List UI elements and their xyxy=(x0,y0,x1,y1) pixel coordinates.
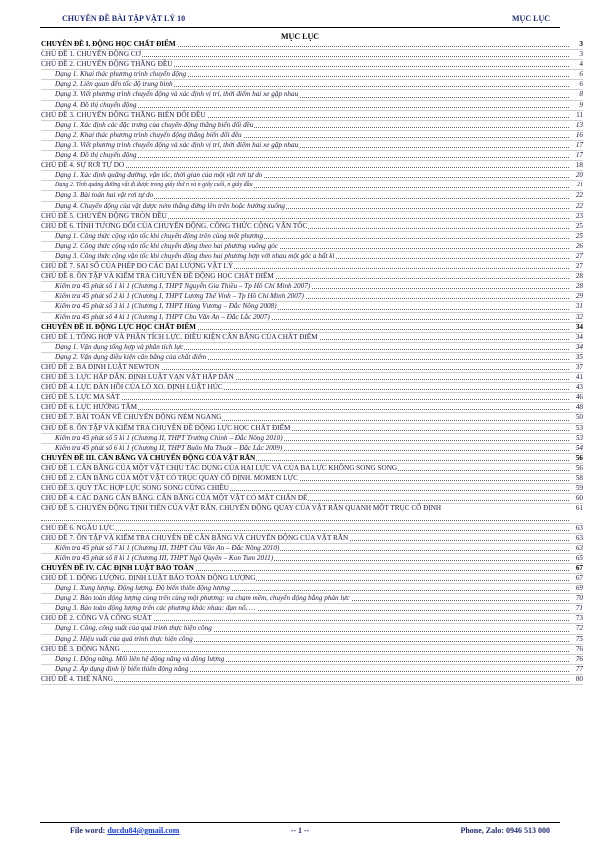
toc-entry-title: CHỦ ĐỀ 5. LỰC MA SÁT xyxy=(41,393,120,402)
toc-entry-page: 54 xyxy=(575,443,583,452)
toc-entry-title: Dạng 2. Hiệu suất của quá trình thực hiện công xyxy=(55,634,193,643)
toc-entry-title: CHỦ ĐỀ 8. ÔN TẬP VÀ KIỂM TRA CHUYÊN ĐỀ ĐỘNG HỌC CHẤT ĐIỂM xyxy=(41,272,274,281)
toc-entry[interactable] xyxy=(41,181,583,191)
toc-entry[interactable] xyxy=(41,424,583,434)
toc-entry-page: 25 xyxy=(575,231,583,240)
toc-entry[interactable] xyxy=(41,353,583,363)
toc-entry-page: 63 xyxy=(575,543,583,552)
toc-entry-title: Dạng 1. Công thức cộng vận tốc khi chuyển động trên cùng một phương xyxy=(55,231,264,240)
toc-entry-title: Dạng 3. Công thức cộng vận tốc khi chuyển động theo hai phương hợp với nhau một góc a bất kì xyxy=(55,251,335,260)
toc-entry[interactable] xyxy=(41,363,583,373)
toc-entry[interactable] xyxy=(41,635,583,645)
toc-entry-page: 22 xyxy=(575,201,583,210)
toc-entry-title: Dạng 4. Đồ thị chuyển động xyxy=(55,151,137,160)
toc-entry[interactable] xyxy=(41,212,583,222)
toc-entry-page: 63 xyxy=(575,523,583,532)
toc-entry[interactable] xyxy=(41,604,583,614)
toc-entry-page: 9 xyxy=(579,100,583,109)
toc-entry[interactable] xyxy=(41,252,583,262)
footer-contact: Phone, Zalo: 0946 513 000 xyxy=(460,826,550,835)
toc-entry[interactable] xyxy=(41,121,583,131)
toc-entry-title: Dạng 1. Vận dụng tổng hợp và phân tích lực xyxy=(55,342,184,351)
toc-entry-page: 23 xyxy=(575,211,583,220)
toc-entry-title: CHỦ ĐỀ 7. ÔN TẬP VÀ KIỂM TRA CHUYÊN ĐỀ CÂN BẰNG VÀ CHUYỂN ĐỘNG CỦA VẬT RẮN xyxy=(41,533,349,542)
toc-entry-title: CHỦ ĐỀ 3. LỰC HẤP DẪN. ĐỊNH LUẬT VẠN VẬT HẤP DẪN xyxy=(41,373,234,382)
toc-entry[interactable] xyxy=(41,383,583,393)
toc-entry-title: Dạng 1. Xác định quãng đường, vận tốc, thời gian của một vật rơi tự do xyxy=(55,171,263,180)
toc-entry[interactable] xyxy=(41,323,583,333)
toc-entry[interactable] xyxy=(41,403,583,413)
toc-entry[interactable] xyxy=(41,333,583,343)
toc-entry-page: 53 xyxy=(575,433,583,442)
toc-entry[interactable] xyxy=(41,111,583,121)
toc-entry-page: 65 xyxy=(575,553,583,562)
toc-entry[interactable] xyxy=(41,343,583,353)
toc-entry-title: Dạng 3. Bảo toàn động lượng trên các phương khác nhau: đạn nổ, … xyxy=(55,604,256,613)
toc-entry-page: 80 xyxy=(575,674,583,683)
toc-entry[interactable] xyxy=(41,373,583,383)
toc-entry-title: Dạng 2. Áp dụng định lý biến thiên động năng xyxy=(55,664,189,673)
toc-entry-page: 22 xyxy=(575,191,583,200)
toc-entry[interactable] xyxy=(41,393,583,403)
toc-entry-page: 27 xyxy=(575,262,583,271)
toc-entry-title: CHỦ ĐỀ 2. CHUYỂN ĐỘNG THẲNG ĐỀU xyxy=(41,60,173,69)
toc-entry-title: Dạng 2. Vận dụng điều kiện cân bằng của chất điểm xyxy=(55,352,207,361)
toc-entry-title: Dạng 1. Công, công suất của quá trình thực hiện công xyxy=(55,624,212,633)
toc-entry-title: CHỦ ĐỀ 3. CHUYỂN ĐỘNG THẲNG BIẾN ĐỔI ĐỀU xyxy=(41,110,206,119)
toc-entry-title: Dạng 3. Viết phương trình chuyển động và xác định vị trí, thời điểm hai xe gặp nhau xyxy=(55,140,299,149)
toc-entry-title: Kiểm tra 45 phút số 2 kì 1 (Chương I, THPT Lương Thế Vinh – Tp Hồ Chí Minh 2007) xyxy=(55,292,304,301)
toc-entry-title: Dạng 2. Liên quan đến tốc độ trung bình xyxy=(55,80,173,89)
toc-entry[interactable] xyxy=(41,434,583,444)
toc-leader-dots xyxy=(41,530,569,531)
toc-entry[interactable] xyxy=(41,534,583,544)
toc-entry-title: Dạng 2. Khai thác phương trình chuyển động thẳng biến đổi đều xyxy=(55,130,242,139)
toc-entry[interactable] xyxy=(41,624,583,634)
toc-entry-page: 3 xyxy=(579,50,583,59)
toc-entry-page: 41 xyxy=(575,373,583,382)
toc-entry[interactable] xyxy=(41,524,583,534)
toc-entry-title: CHỦ ĐỀ 7. SAI SỐ CỦA PHÉP ĐO CÁC ĐẠI LƯỢNG VẬT LÝ xyxy=(41,262,234,271)
toc-entry-title: Kiểm tra 45 phút số 6 kì 1 (Chương II, THPT Buôn Ma Thuột – Đắc Lắc 2009) xyxy=(55,443,283,452)
toc-entry-page: 60 xyxy=(575,494,583,503)
toc-entry-title: CHỦ ĐỀ 7. BÀI TOÁN VỀ CHUYỂN ĐỘNG NÉM NGANG xyxy=(41,413,222,422)
toc-entry[interactable] xyxy=(41,574,583,584)
toc-entry[interactable] xyxy=(41,474,583,484)
toc-entry-page: 29 xyxy=(575,292,583,301)
toc-entry[interactable] xyxy=(41,242,583,252)
toc-entry-page: 16 xyxy=(575,130,583,139)
toc-entry[interactable] xyxy=(41,484,583,494)
toc-entry[interactable] xyxy=(41,504,583,523)
toc-entry-title: CHỦ ĐỀ 2. CÂN BẰNG CỦA MỘT VẬT CÓ TRỤC QUAY CỐ ĐỊNH. MOMEN LỰC xyxy=(41,474,298,483)
toc-entry[interactable] xyxy=(41,232,583,242)
toc-entry-title: CHỦ ĐỀ 5. CHUYỂN ĐỘNG TỊNH TIẾN CỦA VẬT RẮN. CHUYỂN ĐỘNG QUAY CỦA VẬT RẮN QUANH MỘT TRỤC CỐ ĐỊNH xyxy=(41,504,583,513)
toc-entry-page: 61 xyxy=(575,504,583,513)
toc-entry-page: 67 xyxy=(575,563,583,572)
toc-entry-page: 69 xyxy=(575,584,583,593)
toc-entry[interactable] xyxy=(41,665,583,675)
toc-entry-page: 53 xyxy=(575,423,583,432)
toc-entry[interactable] xyxy=(41,655,583,665)
toc-entry-page: 21 xyxy=(576,181,583,190)
toc-entry-title: CHỦ ĐỀ 5. CHUYỂN ĐỘNG TRÒN ĐỀU xyxy=(41,211,167,220)
toc-entry-page: 72 xyxy=(575,624,583,633)
toc-entry-title: CHUYÊN ĐỀ II. ĐỘNG LỰC HỌC CHẤT ĐIỂM xyxy=(41,322,196,331)
toc-entry-title: Dạng 1. Xác định các đặc trưng của chuyển động thẳng biến đổi đều xyxy=(55,120,254,129)
toc-entry-page: 37 xyxy=(575,363,583,371)
toc-entry-title: CHỦ ĐỀ 4. THẾ NĂNG xyxy=(41,674,113,683)
toc-entry[interactable] xyxy=(41,171,583,181)
toc-entry-title: Dạng 3. Bài toán hai vật rơi tự do xyxy=(55,191,154,200)
toc-entry[interactable] xyxy=(41,161,583,171)
page-header xyxy=(40,11,560,28)
toc-entry-page: 34 xyxy=(575,342,583,351)
toc-entry[interactable] xyxy=(41,70,583,80)
toc-entry-page: 63 xyxy=(575,533,583,542)
toc-entry-page: 73 xyxy=(575,614,583,623)
toc-entry-page: 46 xyxy=(575,393,583,402)
toc-entry-page: 28 xyxy=(575,272,583,281)
toc-entry[interactable] xyxy=(41,282,583,292)
toc-entry-title: CHUYÊN ĐỀ IV. CÁC ĐỊNH LUẬT BẢO TOÀN xyxy=(41,563,194,572)
toc-entry-title: CHỦ ĐỀ 3. QUY TẮC HỢP LỰC SONG SONG CÙNG CHIỀU xyxy=(41,484,230,493)
toc-entry-title: Dạng 2. Tính quãng đường vật đi được trong giây thứ n và n giây cuối, n giây đầu xyxy=(55,182,253,189)
page-title: MỤC LỤC xyxy=(281,32,319,41)
toc-entry-page: 6 xyxy=(579,70,583,79)
toc-leader-dots xyxy=(41,520,569,521)
toc-entry-page: 20 xyxy=(575,171,583,180)
footer-email-link[interactable]: ducdu84@gmail.com xyxy=(107,826,180,835)
toc-entry-page: 25 xyxy=(575,221,583,230)
toc-entry[interactable] xyxy=(41,302,583,312)
toc-entry[interactable] xyxy=(41,584,583,594)
toc-entry-page: 17 xyxy=(575,151,583,160)
toc-entry[interactable] xyxy=(41,464,583,474)
toc-entry-page: 18 xyxy=(575,161,583,170)
toc-entry-title: CHỦ ĐỀ 4. CÁC DẠNG CÂN BẰNG. CÂN BẰNG CỦA MỘT VẬT CÓ MẶT CHÂN ĐẾ xyxy=(41,494,308,503)
toc-entry[interactable] xyxy=(41,262,583,272)
toc-entry-title: Kiểm tra 45 phút số 8 kì 1 (Chương III, THPT Ngô Quyền – Kon Tum 2011) xyxy=(55,553,274,562)
toc-entry-page: 43 xyxy=(575,383,583,392)
toc-entry-title: Kiểm tra 45 phút số 4 kì 1 (Chương I, THPT Chu Văn An – Đắc Lắc 2007) xyxy=(55,312,270,321)
toc-entry-title: Dạng 4. Chuyển động của vật được ném thẳng đứng lên trên hoặc hướng xuống xyxy=(55,201,286,210)
toc-entry-title: CHỦ ĐỀ 6. TÍNH TƯƠNG ĐỐI CỦA CHUYỂN ĐỘNG. CÔNG THỨC CỘNG VẬN TỐC xyxy=(41,221,308,230)
toc-entry[interactable] xyxy=(41,554,583,564)
toc-entry-title: Dạng 4. Đồ thị chuyển động xyxy=(55,100,137,109)
toc-entry[interactable] xyxy=(41,444,583,454)
toc-entry-page: 6 xyxy=(579,80,583,89)
toc-entry[interactable] xyxy=(41,90,583,100)
toc-entry-page: 70 xyxy=(575,594,583,603)
toc-entry-title: Dạng 2. Công thức cộng vận tốc khi chuyển động theo hai phương vuông góc xyxy=(55,241,279,250)
header-section: MỤC LỤC xyxy=(512,14,550,23)
toc-entry-title: CHUYÊN ĐỀ I. ĐỘNG HỌC CHẤT ĐIỂM xyxy=(41,40,176,48)
toc-entry[interactable] xyxy=(41,675,583,685)
toc-entry[interactable] xyxy=(41,101,583,111)
toc-entry-page: 28 xyxy=(575,282,583,291)
toc-entry-title: Kiểm tra 45 phút số 3 kì 1 (Chương I, THPT Hùng Vương – Đắc Nông 2008) xyxy=(55,302,277,311)
toc-entry-title: Dạng 2. Bảo toàn động lượng cùng trên cùng một phương: va chạm mềm, chuyển động bằng phản lực xyxy=(55,594,350,603)
toc-entry-page: 17 xyxy=(575,140,583,149)
toc-entry-page: 59 xyxy=(575,484,583,493)
toc-entry-page: 13 xyxy=(575,120,583,129)
toc-entry-title: CHỦ ĐỀ 4. SỰ RƠI TỰ DO xyxy=(41,161,125,170)
toc-entry-title: CHỦ ĐỀ 4. LỰC ĐÀN HỒI CỦA LÒ XO. ĐỊNH LUẬT HÚC xyxy=(41,383,223,392)
toc-entry[interactable] xyxy=(41,151,583,161)
toc-entry[interactable] xyxy=(41,272,583,282)
toc-entry-title: Kiểm tra 45 phút số 7 kì 1 (Chương III, THPT Chu Văn An – Đắc Nông 2010) xyxy=(55,543,280,552)
toc-entry-page: 77 xyxy=(575,664,583,673)
toc-entry[interactable] xyxy=(41,292,583,302)
toc-entry-title: Dạng 1. Xung lượng. Động lượng. Độ biến thiên động lượng xyxy=(55,584,230,593)
toc-entry[interactable] xyxy=(41,544,583,554)
toc-entry-page: 56 xyxy=(575,453,583,462)
toc-entry-title: Dạng 1. Khai thác phương trình chuyển động xyxy=(55,70,187,79)
toc-entry-title: CHỦ ĐỀ 8. ÔN TẬP VÀ KIỂM TRA CHUYÊN ĐỀ ĐỘNG LỰC HỌC CHẤT ĐIỂM xyxy=(41,423,291,432)
toc-entry-page: 34 xyxy=(575,332,583,341)
toc-entry[interactable] xyxy=(41,645,583,655)
toc-entry-page: 32 xyxy=(575,312,583,321)
toc-entry-page: 3 xyxy=(579,40,583,48)
toc-entry[interactable] xyxy=(41,50,583,60)
toc-entry-page: 58 xyxy=(575,474,583,483)
footer-page-number: -- 1 -- xyxy=(290,826,310,835)
footer-label: File word: xyxy=(70,826,106,835)
toc-entry-page: 26 xyxy=(575,241,583,250)
toc-entry[interactable] xyxy=(41,141,583,151)
toc-entry-page: 76 xyxy=(575,654,583,663)
toc-entry-title: CHỦ ĐỀ 2. BA ĐỊNH LUẬT NEWTON xyxy=(41,363,160,371)
toc-entry[interactable] xyxy=(41,131,583,141)
toc-entry[interactable] xyxy=(41,40,583,50)
toc-entry-title: CHỦ ĐỀ 3. ĐỘNG NĂNG xyxy=(41,644,120,653)
toc-entry-title: CHỦ ĐỀ 2. CÔNG VÀ CÔNG SUẤT xyxy=(41,614,152,623)
toc-entry[interactable] xyxy=(41,454,583,464)
toc-entry-title: CHỦ ĐỀ 1. TỔNG HỢP VÀ PHÂN TÍCH LỰC. ĐIỀU KIỆN CÂN BẰNG CỦA CHẤT ĐIỂM xyxy=(41,332,318,341)
toc-entry-title: CHUYÊN ĐỀ III. CÂN BẰNG VÀ CHUYỂN ĐỘNG CỦA VẬT RẮN xyxy=(41,453,256,462)
toc-entry[interactable] xyxy=(41,60,583,70)
toc-entry-title: CHỦ ĐỀ 1. CHUYỂN ĐỘNG CƠ xyxy=(41,50,141,59)
toc-entry[interactable] xyxy=(41,191,583,201)
toc-entry-page: 8 xyxy=(579,90,583,99)
toc-entry-page: 67 xyxy=(575,573,583,582)
header-title: CHUYÊN ĐỀ BÀI TẬP VẬT LÝ 10 xyxy=(62,14,186,23)
toc-entry-title: Kiểm tra 45 phút số 5 kì 1 (Chương II, THPT Trường Chinh – Đắc Nông 2010) xyxy=(55,433,283,442)
toc-entry-page: 76 xyxy=(575,644,583,653)
toc-entry-page: 71 xyxy=(575,604,583,613)
toc-entry-page: 56 xyxy=(575,463,583,472)
toc-entry-page: 50 xyxy=(575,413,583,422)
toc-entry-title: CHỦ ĐỀ 1. CÂN BẰNG CỦA MỘT VẬT CHỊU TÁC DỤNG CỦA HAI LỰC VÀ CỦA BA LỰC KHÔNG SONG SONG xyxy=(41,463,398,472)
toc-entry-title: Kiểm tra 45 phút số 1 kì 1 (Chương I, THPT Nguyễn Gia Thiều – Tp Hồ Chí Minh 2007) xyxy=(55,282,311,291)
toc-entry-page: 11 xyxy=(576,110,583,119)
toc-entry-page: 35 xyxy=(575,352,583,361)
page-footer xyxy=(40,822,560,837)
toc-entry-page: 4 xyxy=(579,60,583,69)
table-of-contents xyxy=(41,40,583,685)
toc-entry[interactable] xyxy=(41,494,583,504)
toc-entry-page: 34 xyxy=(575,322,583,331)
toc-entry[interactable] xyxy=(41,202,583,212)
toc-entry-title: CHỦ ĐỀ 6. LỰC HƯỚNG TÂM xyxy=(41,403,138,412)
toc-entry-title: CHỦ ĐỀ 6. NGẪU LỰC xyxy=(41,523,114,532)
toc-entry-page: 27 xyxy=(575,251,583,260)
toc-entry-title: Dạng 1. Động năng. Mối liên hệ động năng và động lượng xyxy=(55,654,225,663)
toc-entry[interactable] xyxy=(41,413,583,423)
toc-entry[interactable] xyxy=(41,313,583,323)
toc-leader-dots xyxy=(41,681,569,682)
toc-entry[interactable] xyxy=(41,80,583,90)
toc-entry-page: 75 xyxy=(575,634,583,643)
toc-entry-title: CHỦ ĐỀ 1. ĐỘNG LƯỢNG. ĐỊNH LUẬT BẢO TOÀN ĐỘNG LƯỢNG xyxy=(41,573,256,582)
toc-entry-page: 48 xyxy=(575,403,583,412)
toc-entry[interactable] xyxy=(41,594,583,604)
toc-entry[interactable] xyxy=(41,222,583,232)
toc-entry-page: 31 xyxy=(575,302,583,311)
toc-entry-title: Dạng 3. Viết phương trình chuyển động và xác định vị trí, thời điểm hai xe gặp nhau xyxy=(55,90,299,99)
toc-entry[interactable] xyxy=(41,564,583,574)
toc-entry[interactable] xyxy=(41,614,583,624)
